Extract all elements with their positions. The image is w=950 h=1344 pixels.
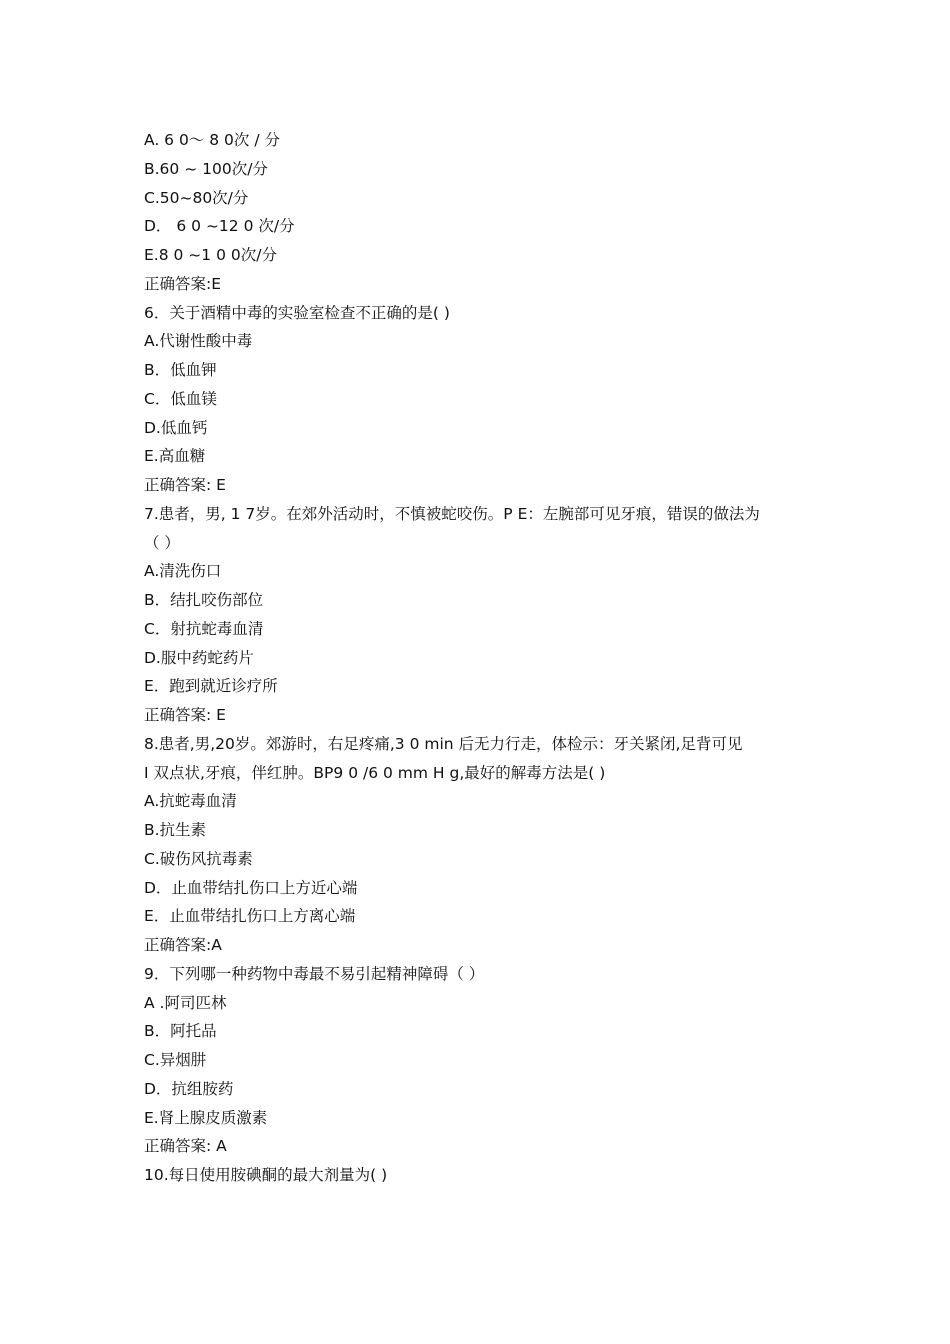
q7-option-b: B．结扎咬伤部位 <box>144 591 264 609</box>
q9-option-c: C.异烟肼 <box>144 1051 207 1069</box>
option-d-heart-rate: D． 6 0 ~12 0 次/分 <box>144 217 295 236</box>
q6-option-a: A.代谢性酸中毒 <box>144 332 253 351</box>
question-7: 7.患者，男, 1 7岁。在郊外活动时，不慎被蛇咬伤。P E：左腕部可见牙痕，错误的做法为 <box>144 504 760 523</box>
question-8: 8.患者,男,20岁。郊游时，右足疼痛,3 0 min 后无力行走，体检示：牙关紧闭,足背可见 <box>144 734 743 753</box>
q7-option-e: E．跑到就近诊疗所 <box>144 677 278 696</box>
q6-option-e: E.高血糖 <box>144 447 206 466</box>
q6-option-b: B．低血钾 <box>144 361 217 379</box>
q9-option-a: A .阿司匹林 <box>144 993 227 1012</box>
q9-option-e: E.肾上腺皮质激素 <box>144 1108 268 1127</box>
q7-option-d: D.服中药蛇药片 <box>144 648 254 667</box>
question-8-continued: I 双点状,牙痕，伴红肿。BP9 0 /6 0 mm H g,最好的解毒方法是( ) <box>144 763 606 782</box>
option-e-heart-rate: E.8 0 ~1 0 0次/分 <box>144 246 277 264</box>
question-6: 6．关于酒精中毒的实验室检查不正确的是( ) <box>144 303 450 322</box>
option-b-heart-rate: B.60 ~ 100次/分 <box>144 159 268 178</box>
q8-option-b: B.抗生素 <box>144 821 207 839</box>
question-10: 10.每日使用胺碘酮的最大剂量为( ) <box>144 1166 388 1184</box>
q9-option-b: B．阿托品 <box>144 1022 217 1041</box>
q8-option-c: C.破伤风抗毒素 <box>144 849 253 868</box>
answer-q7: 正确答案: E <box>144 706 226 724</box>
answer-q8: 正确答案:A <box>144 936 222 954</box>
question-7-continued: （ ） <box>144 533 180 552</box>
q7-option-a: A.清洗伤口 <box>144 562 222 581</box>
answer-q6: 正确答案: E <box>144 476 226 494</box>
q7-option-c: C．射抗蛇毒血清 <box>144 619 264 638</box>
q9-option-d: D．抗组胺药 <box>144 1079 234 1098</box>
q8-option-a: A.抗蛇毒血清 <box>144 792 237 811</box>
option-a-heart-rate: A. 6 0～ 8 0次 / 分 <box>144 131 280 149</box>
q6-option-c: C．低血镁 <box>144 389 217 408</box>
q6-option-d: D.低血钙 <box>144 418 208 437</box>
option-c-heart-rate: C.50~80次/分 <box>144 188 249 207</box>
answer-q5: 正确答案:E <box>144 274 222 293</box>
q8-option-d: D．止血带结扎伤口上方近心端 <box>144 878 358 897</box>
document-page <box>144 126 814 1190</box>
question-9: 9．下列哪一种药物中毒最不易引起精神障碍（ ） <box>144 964 485 983</box>
answer-q9: 正确答案: A <box>144 1137 227 1156</box>
q8-option-e: E．止血带结扎伤口上方离心端 <box>144 907 356 926</box>
